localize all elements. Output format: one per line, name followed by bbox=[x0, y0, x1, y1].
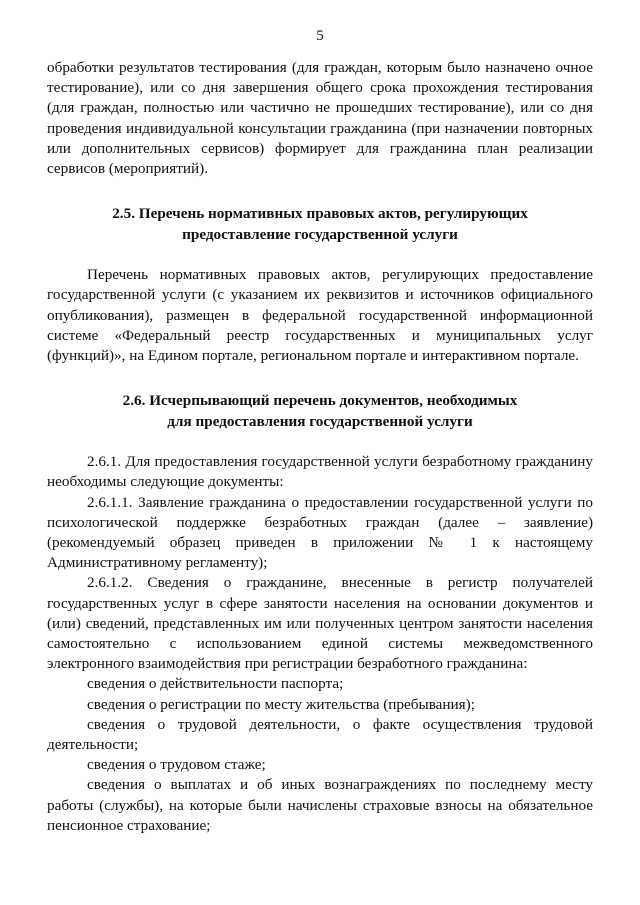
section-2-6-heading bbox=[47, 390, 593, 432]
section-2-5-paragraph: Перечень нормативных правовых актов, регулирующих предоставление государственной услуги (с указанием их реквизитов и источников официального опубликования), размещен в федеральной государственной информационной системе «Федеральный реестр государственных и муниципальных услуг (функций)», на Едином портале, региональном портале и интерактивном портале. bbox=[47, 266, 593, 365]
list-item-registration: сведения о регистрации по месту жительства (пребывания); bbox=[87, 695, 475, 713]
list-item-passport: сведения о действительности паспорта; bbox=[87, 675, 344, 693]
paragraph-2-6-1-1: 2.6.1.1. Заявление гражданина о предоставлении государственной услуги по психологической поддержке безработных граждан (далее – заявление) (рекомендуемый образец приведен в приложении № 1 к настоящему Административному регламенту); bbox=[47, 493, 593, 572]
paragraph-2-6-1: 2.6.1. Для предоставления государственной услуги безработному гражданину необходимы следующие документы: bbox=[47, 453, 593, 491]
paragraph-2-6-1-2: 2.6.1.2. Сведения о гражданине, внесенные в регистр получателей государственных услуг в сфере занятости населения на основании документов и (или) сведений, представленных им или полученных центром занятости населения самостоятельно с использованием единой системы межведомственного электронного взаимодействия при регистрации безработного гражданина: bbox=[47, 574, 593, 673]
list-item-labor-experience: сведения о трудовом стаже; bbox=[87, 756, 266, 774]
intro-paragraph: обработки результатов тестирования (для граждан, которым было назначено очное тестирование), или со дня завершения общего срока прохождения тестирования (для граждан, полностью или частично не прошедших тестирование), или со дня проведения индивидуальной консультации гражданина (при назначении повторных или дополнительных сервисов) формирует для гражданина план реализации сервисов (мероприятий). bbox=[47, 59, 593, 178]
section-2-5-heading bbox=[47, 203, 593, 245]
list-item-labor-activity: сведения о трудовой деятельности, о факте осуществления трудовой деятельности; bbox=[47, 715, 593, 754]
list-item-payments: сведения о выплатах и об иных вознаграждениях по последнему месту работы (службы), на которые были начислены страховые взносы на обязательное пенсионное страхование; bbox=[47, 776, 593, 834]
document-body bbox=[47, 58, 593, 836]
section-2-6-heading-line2: для предоставления государственной услуги bbox=[167, 413, 473, 431]
section-2-5-heading-line1: 2.5. Перечень нормативных правовых актов, регулирующих bbox=[112, 205, 528, 223]
section-2-5-heading-line2: предоставление государственной услуги bbox=[182, 226, 458, 244]
page-number: 5 bbox=[316, 28, 324, 44]
section-2-6-heading-line1: 2.6. Исчерпывающий перечень документов, необходимых bbox=[122, 392, 518, 410]
